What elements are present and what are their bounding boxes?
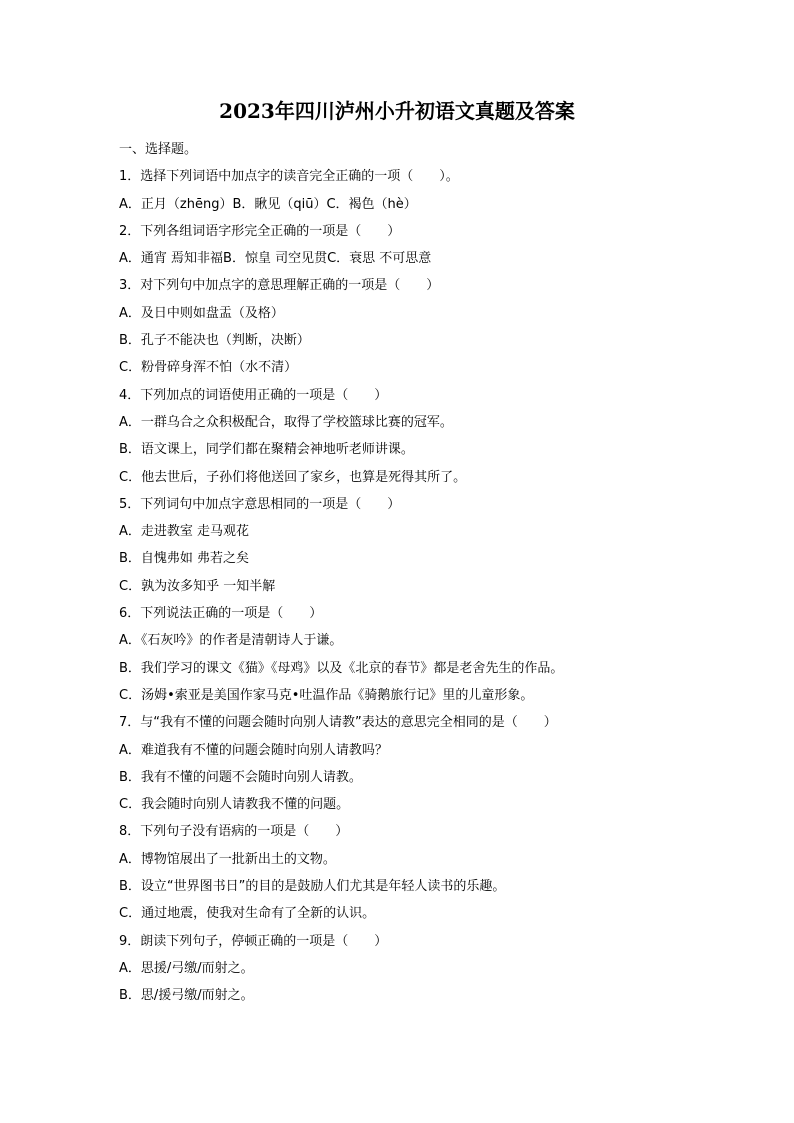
question-7-option-a: A．难道我有不懂的问题会随时向别人请教吗？ <box>119 742 388 758</box>
question-2: 2．下列各组词语字形完全正确的一项是（ ） <box>119 223 401 239</box>
question-7-option-b: B．我有不懂的问题不会随时向别人请教。 <box>119 769 362 785</box>
question-3-option-b: B．孔子不能决也（判断，决断） <box>119 333 310 349</box>
question-4-option-b: B．语文课上，同学们都在聚精会神地听老师讲课。 <box>119 442 414 458</box>
question-3: 3．对下列句中加点字的意思理解正确的一项是（ ） <box>119 278 440 294</box>
question-6: 6．下列说法正确的一项是（ ） <box>119 606 323 622</box>
document-title: 2023年四川泸州小升初语文真题及答案 <box>219 99 575 123</box>
question-6-option-c: C．汤姆•索亚是美国作家马克•吐温作品《骑鹅旅行记》里的儿童形象。 <box>119 687 534 703</box>
question-8: 8．下列句子没有语病的一项是（ ） <box>119 824 349 840</box>
question-1-options: A．正月（zhēng）B．瞅见（qiū）C．褐色（hè） <box>119 196 417 212</box>
question-6-option-a: A．《石灰吟》的作者是清朝诗人于谦。 <box>119 633 343 649</box>
question-5-option-c: C．孰为汝多知乎 一知半解 <box>119 578 276 594</box>
question-9: 9．朗读下列句子，停顿正确的一项是（ ） <box>119 933 388 949</box>
question-5: 5．下列词句中加点字意思相同的一项是（ ） <box>119 496 401 512</box>
question-2-options: A．通宵 焉知非福B．惊皇 司空见贯C．衰思 不可思意 <box>119 251 432 267</box>
question-5-option-a: A．走进教室 走马观花 <box>119 524 250 540</box>
question-4-option-a: A．一群乌合之众积极配合，取得了学校篮球比赛的冠军。 <box>119 414 453 430</box>
question-1: 1．选择下列词语中加点字的读音完全正确的一项（ ）。 <box>119 169 459 185</box>
question-8-option-c: C．通过地震，使我对生命有了全新的认识。 <box>119 906 376 922</box>
section-heading: 一、选择题。 <box>119 142 198 157</box>
question-5-option-b: B．自愧弗如 弗若之矣 <box>119 551 250 567</box>
question-9-option-a: A．思援/弓缴/而射之。 <box>119 960 254 976</box>
question-4: 4．下列加点的词语使用正确的一项是（ ） <box>119 387 388 403</box>
question-7: 7．与“我有不懂的问题会随时向别人请教”表达的意思完全相同的是（ ） <box>119 715 557 731</box>
question-3-option-a: A．及日中则如盘盂（及格） <box>119 305 284 321</box>
document-body <box>119 136 699 1010</box>
question-8-option-a: A．博物馆展出了一批新出土的文物。 <box>119 851 336 867</box>
question-6-option-b: B．我们学习的课文《猫》《母鸡》以及《北京的春节》都是老舍先生的作品。 <box>119 660 564 676</box>
question-3-option-c: C．粉骨碎身浑不怕（水不清） <box>119 360 298 376</box>
question-7-option-c: C．我会随时向别人请教我不懂的问题。 <box>119 797 350 813</box>
question-4-option-c: C．他去世后，子孙们将他送回了家乡，也算是死得其所了。 <box>119 469 467 485</box>
question-8-option-b: B．设立“世界图书日”的目的是鼓励人们尤其是年轻人读书的乐趣。 <box>119 879 506 895</box>
question-9-option-b: B．思/援弓缴/而射之。 <box>119 988 254 1004</box>
